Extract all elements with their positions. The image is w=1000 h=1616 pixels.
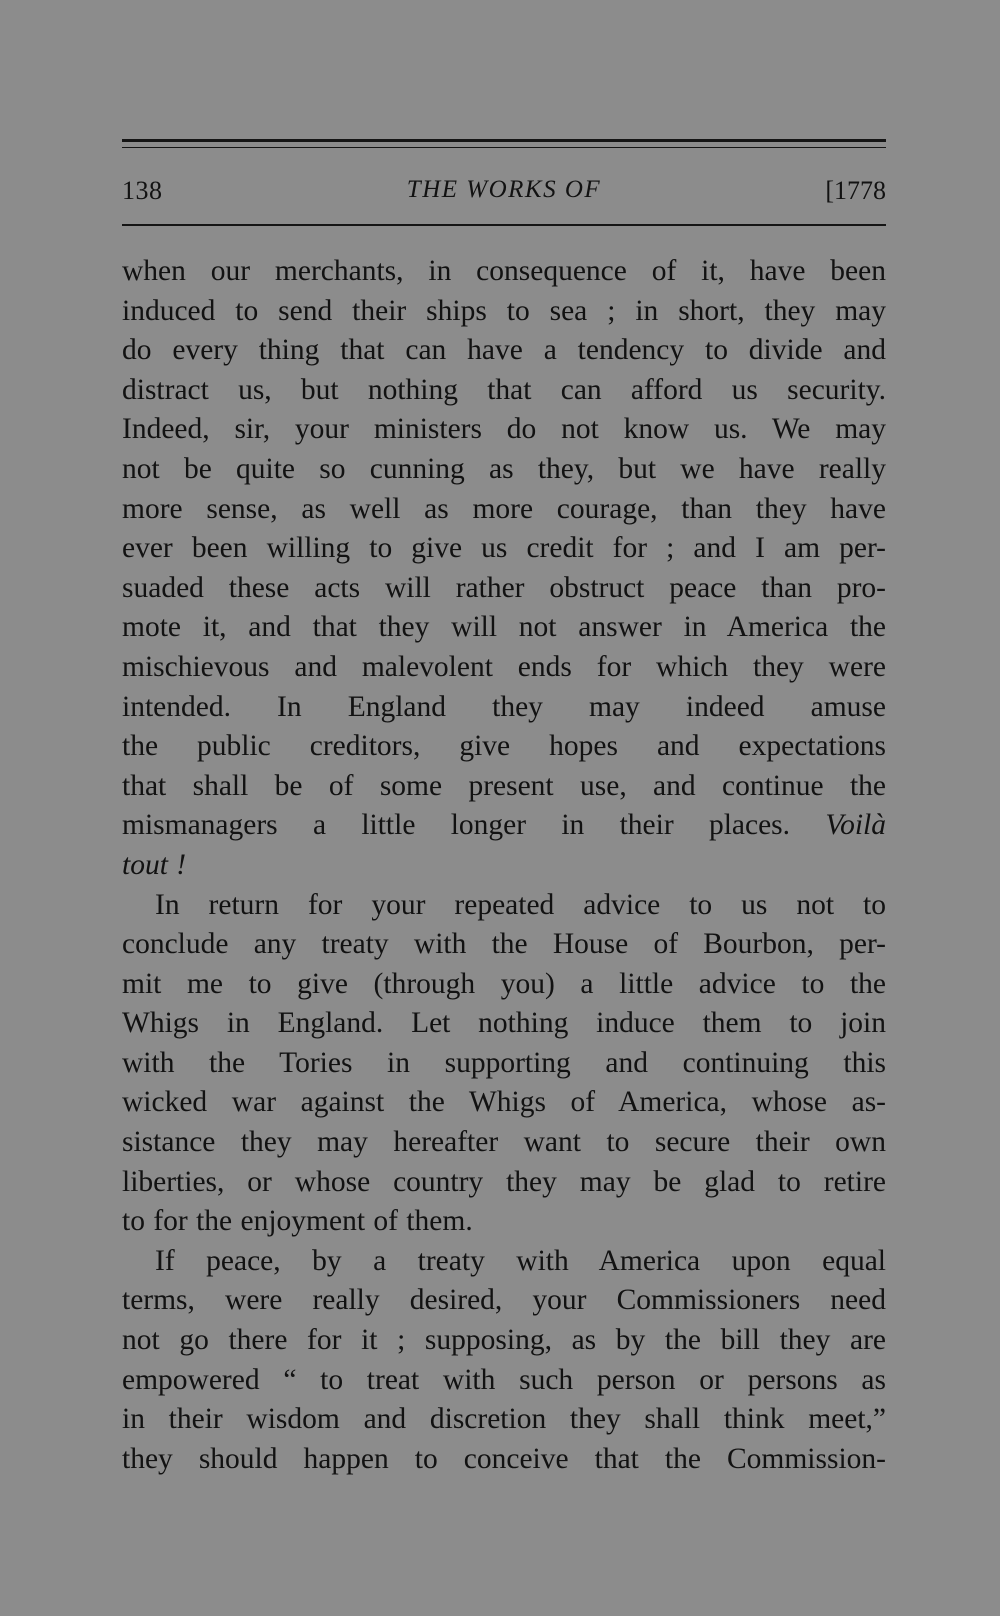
top-rule-thick	[122, 139, 886, 142]
text-line: terms, were really desired, your Commissioners need	[122, 1284, 886, 1317]
text-line: more sense, as well as more courage, than they have	[122, 492, 886, 525]
running-title: THE WORKS OF	[406, 176, 602, 203]
text-span: mismanagers a little longer in their places.	[122, 809, 791, 842]
text-line: sistance they may hereafter want to secure their own	[122, 1126, 886, 1159]
text-line: induced to send their ships to sea ; in short, they may	[122, 294, 886, 327]
text-line: distract us, but nothing that can afford us security.	[122, 373, 886, 406]
text-line: empowered “ to treat with such person or persons as	[122, 1363, 886, 1396]
text-line: intended. In England they may indeed amuse	[122, 690, 886, 723]
text-line: in their wisdom and discretion they shall think meet,”	[122, 1403, 886, 1436]
text-line: wicked war against the Whigs of America, whose as-	[122, 1086, 886, 1119]
text-line: conclude any treaty with the House of Bourbon, per-	[122, 928, 886, 961]
page-number: 138	[122, 176, 163, 205]
text-line: mit me to give (through you) a little advice to the	[122, 967, 886, 1000]
header-rule	[122, 224, 886, 226]
text-line: not go there for it ; supposing, as by the bill they are	[122, 1324, 886, 1357]
text-line-with-italic	[122, 806, 886, 846]
running-head	[122, 172, 886, 212]
text-line: that shall be of some present use, and continue the	[122, 769, 886, 802]
text-line: Indeed, sir, your ministers do not know us. We may	[122, 413, 886, 446]
italic-voila: Voilà	[825, 809, 886, 842]
text-line: suaded these acts will rather obstruct peace than pro-	[122, 571, 886, 604]
text-line: with the Tories in supporting and continuing this	[122, 1046, 886, 1079]
body-text	[122, 252, 886, 1479]
italic-tout: tout !	[122, 848, 187, 881]
paragraph-start-line: In return for your repeated advice to us not to	[155, 888, 886, 921]
text-line-italic	[122, 846, 886, 886]
paragraph-start-line: If peace, by a treaty with America upon equal	[155, 1244, 886, 1277]
text-line: liberties, or whose country they may be glad to retire	[122, 1165, 886, 1198]
text-line: the public creditors, give hopes and expectations	[122, 730, 886, 763]
text-line: mote it, and that they will not answer in America the	[122, 611, 886, 644]
text-line: they should happen to conceive that the Commission-	[122, 1442, 886, 1475]
running-year: [1778	[825, 176, 886, 205]
text-line: not be quite so cunning as they, but we have really	[122, 452, 886, 485]
text-line: mischievous and malevolent ends for which they were	[122, 650, 886, 683]
text-line: do every thing that can have a tendency to divide and	[122, 334, 886, 367]
text-line: ever been willing to give us credit for ; and I am per-	[122, 532, 886, 565]
paragraph-end-line: to for the enjoyment of them.	[122, 1205, 473, 1238]
text-line: Whigs in England. Let nothing induce them to join	[122, 1007, 886, 1040]
text-line: when our merchants, in consequence of it, have been	[122, 255, 886, 287]
top-rule-thin	[122, 147, 886, 148]
